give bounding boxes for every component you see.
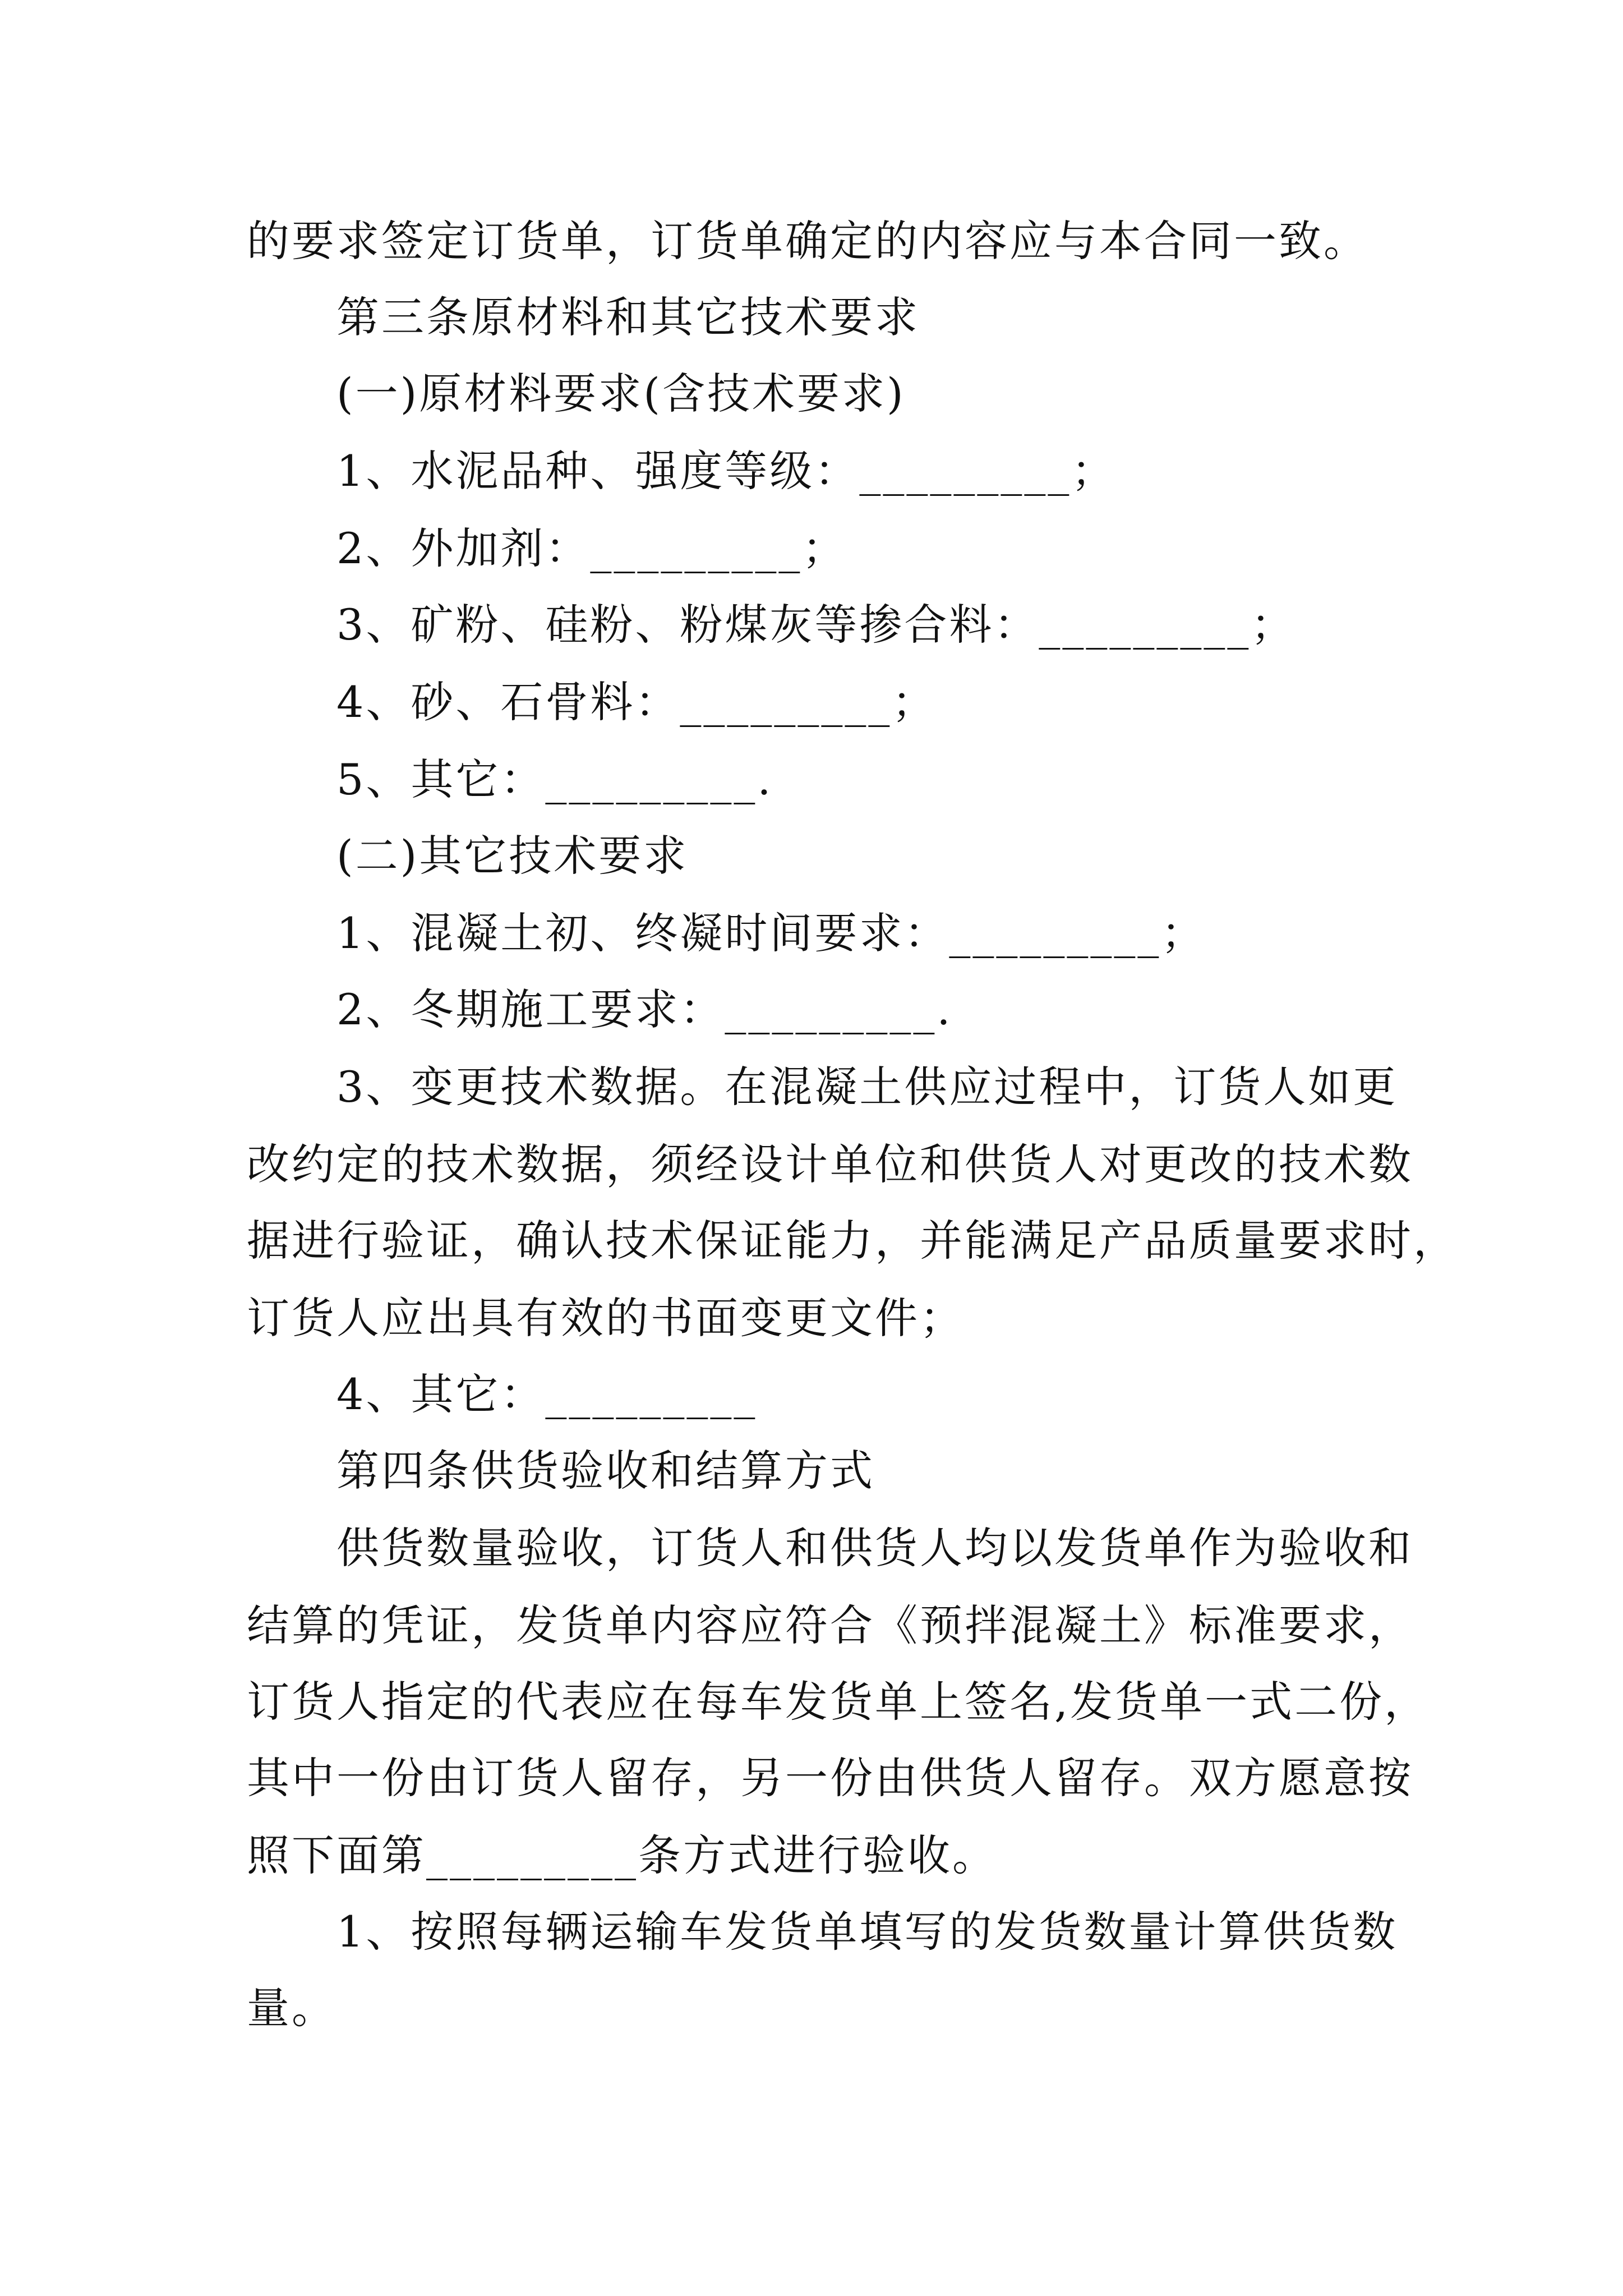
subsection-heading: (一)原材料要求(含技术要求) (336, 369, 906, 418)
text-line: 的要求签定订货单，订货单确定的内容应与本合同一致。 (247, 216, 1368, 266)
paragraph-line: 据进行验证，确认技术保证能力，并能满足产品质量要求时， (247, 1216, 1458, 1266)
list-item: 1、水泥品种、强度等级：_________； (336, 446, 1117, 496)
list-item: 3、矿粉、硅粉、粉煤灰等掺合料：_________； (336, 600, 1296, 650)
paragraph-line: 1、按照每辆运输车发货单填写的发货数量计算供货数 (336, 1907, 1398, 1957)
paragraph-line: 照下面第_________条方式进行验收。 (247, 1830, 997, 1880)
list-item: 1、混凝土初、终凝时间要求：_________； (336, 908, 1206, 958)
paragraph-line: 其中一份由订货人留存，另一份由供货人留存。双方愿意按 (247, 1753, 1413, 1803)
paragraph-line: 量。 (247, 1983, 336, 2033)
section-heading: 第三条原材料和其它技术要求 (336, 292, 920, 342)
paragraph-line: 订货人指定的代表应在每车发货单上签名,发货单一式二份， (247, 1677, 1430, 1727)
paragraph-line: 3、变更技术数据。在混凝土供应过程中，订货人如更 (336, 1062, 1398, 1112)
list-item: 2、外加剂：_________； (336, 523, 847, 573)
list-item: 2、冬期施工要求：_________. (336, 984, 953, 1034)
paragraph-line: 改约定的技术数据，须经设计单位和供货人对更改的技术数 (247, 1139, 1413, 1189)
list-item: 5、其它：_________. (336, 754, 773, 804)
list-item: 4、其它：_________ (336, 1369, 758, 1419)
list-item: 4、砂、石骨料：_________； (336, 677, 937, 727)
section-heading: 第四条供货验收和结算方式 (336, 1446, 875, 1496)
paragraph-line: 供货数量验收，订货人和供货人均以发货单作为验收和 (336, 1523, 1413, 1573)
paragraph-line: 订货人应出具有效的书面变更文件； (247, 1293, 965, 1343)
subsection-heading: (二)其它技术要求 (336, 831, 689, 881)
paragraph-line: 结算的凭证，发货单内容应符合《预拌混凝土》标准要求， (247, 1600, 1413, 1650)
